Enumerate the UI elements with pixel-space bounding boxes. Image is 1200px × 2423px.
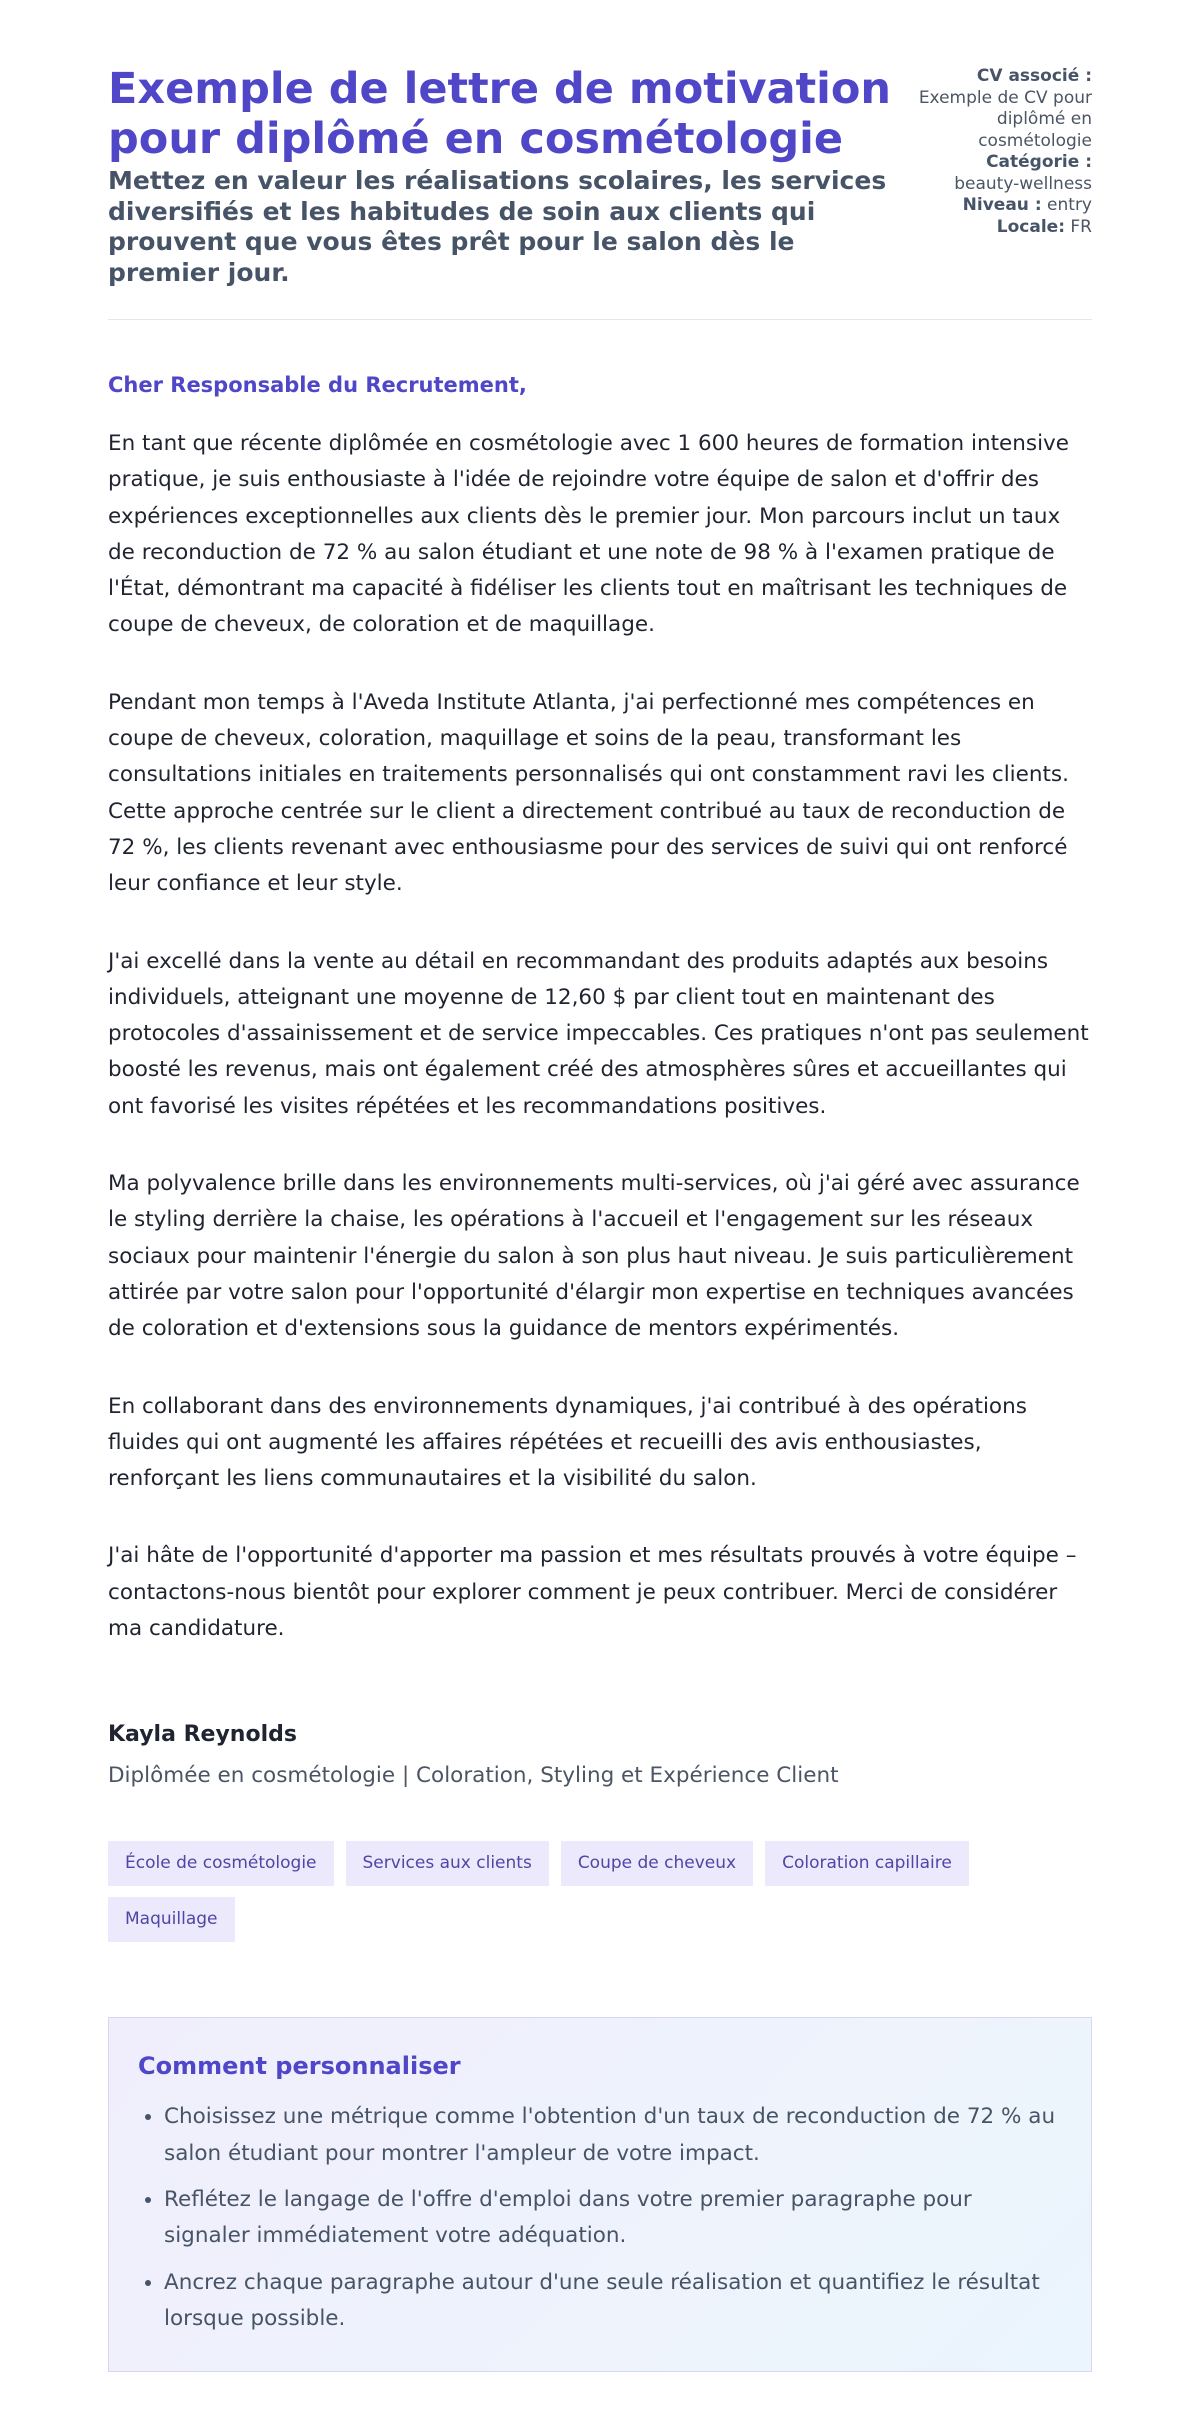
level-value: entry <box>1047 195 1092 215</box>
skill-tag: Services aux clients <box>346 1841 549 1886</box>
skill-tag: École de cosmétologie <box>108 1841 334 1886</box>
cv-label: CV associé : <box>976 66 1092 86</box>
tip-item: • Ancrez chaque paragraphe autour d'une seule réalisation et quantifiez le résultat lorsque possible. <box>164 2265 1062 2338</box>
customization-tips <box>108 2017 1092 2372</box>
tip-item: • Choisissez une métrique comme l'obtention d'un taux de reconduction de 72 % au salon étudiant pour montrer l'ampleur de votre impact. <box>164 2099 1062 2172</box>
letter-paragraph: J'ai excellé dans la vente au détail en recommandant des produits adaptés aux besoins individuels, atteignant une moyenne de 12,60 $ par client tout en maintenant des protocoles d'assainissement et de service impeccables. Ces pratiques n'ont pas seulement boosté les revenus, mais ont également créé des atmosphères sûres et accueillantes qui ont favorisé les visites répétées et les recommandations positives. <box>108 948 1089 1119</box>
category-value: beauty-wellness <box>954 173 1092 194</box>
locale-value: FR <box>1070 216 1092 237</box>
header-divider <box>108 319 1092 320</box>
category-label: Catégorie : <box>986 152 1092 172</box>
tip-item: • Reflétez le langage de l'offre d'emploi dans votre premier paragraphe pour signaler immédiatement votre adéquation. <box>164 2182 1062 2255</box>
letter-paragraph: En tant que récente diplômée en cosmétologie avec 1 600 heures de formation intensive pratique, je suis enthousiaste à l'idée de rejoindre votre équipe de salon et d'offrir des expériences exceptionnelles aux clients dès le premier jour. Mon parcours inclut un taux de reconduction de 72 % au salon étudiant et une note de 98 % à l'examen pratique de l'État, démontrant ma capacité à fidéliser les clients tout en maîtrisant les techniques de coupe de cheveux, de coloration et de maquillage. <box>108 431 1070 638</box>
skill-tag: Coloration capillaire <box>765 1841 969 1886</box>
page-header <box>108 0 1092 319</box>
letter-body <box>108 372 1092 1647</box>
letter-paragraph: J'ai hâte de l'opportunité d'apporter ma passion et mes résultats prouvés à votre équipe – contactons-nous bientôt pour explorer comment je peux contribuer. Merci de considérer ma candidature. <box>108 1543 1077 1642</box>
signature-role: Diplômée en cosmétologie | Coloration, Styling et Expérience Client <box>108 1763 839 1789</box>
skill-tag: Maquillage <box>108 1897 235 1942</box>
page-title: Exemple de lettre de motivation pour diplômé en cosmétologie <box>108 64 892 164</box>
signature-block <box>108 1721 1092 1790</box>
metadata-panel <box>917 66 1092 238</box>
page-subtitle: Mettez en valeur les réalisations scolaires, les services diversifiés et les habitudes de soin aux clients qui prouvent que vous êtes prêt pour le salon dès le premier jour. <box>108 166 887 287</box>
letter-paragraph: Ma polyvalence brille dans les environnements multi-services, où j'ai géré avec assurance le styling derrière la chaise, les opérations à l'accueil et l'engagement sur les réseaux sociaux pour maintenir l'énergie du salon à son plus haut niveau. Je suis particulièrement attirée par votre salon pour l'opportunité d'élargir mon expertise en techniques avancées de coloration et d'extensions sous la guidance de mentors expérimentés. <box>108 1171 1080 1342</box>
skill-tags <box>108 1841 1008 1942</box>
letter-greeting: Cher Responsable du Recrutement, <box>108 373 527 397</box>
cv-value: Exemple de CV pour diplômé en cosmétologie <box>918 87 1092 151</box>
tips-title: Comment personnaliser <box>138 2052 461 2081</box>
level-label: Niveau : <box>962 195 1042 215</box>
locale-label: Locale: <box>996 216 1065 237</box>
skill-tag: Coupe de cheveux <box>561 1841 753 1886</box>
tips-list <box>138 2099 1062 2337</box>
signature-name: Kayla Reynolds <box>108 1722 297 1748</box>
letter-paragraph: Pendant mon temps à l'Aveda Institute Atlanta, j'ai perfectionné mes compétences en coupe de cheveux, coloration, maquillage et soins de la peau, transformant les consultations initiales en traitements personnalisés qui ont constamment ravi les clients. Cette approche centrée sur le client a directement contribué au taux de reconduction de 72 %, les clients revenant avec enthousiasme pour des services de suivi qui ont renforcé leur confiance et leur style. <box>108 689 1069 897</box>
letter-paragraph: En collaborant dans des environnements dynamiques, j'ai contribué à des opérations fluides qui ont augmenté les affaires répétées et recueilli des avis enthousiastes, renforçant les liens communautaires et la visibilité du salon. <box>108 1393 1027 1492</box>
